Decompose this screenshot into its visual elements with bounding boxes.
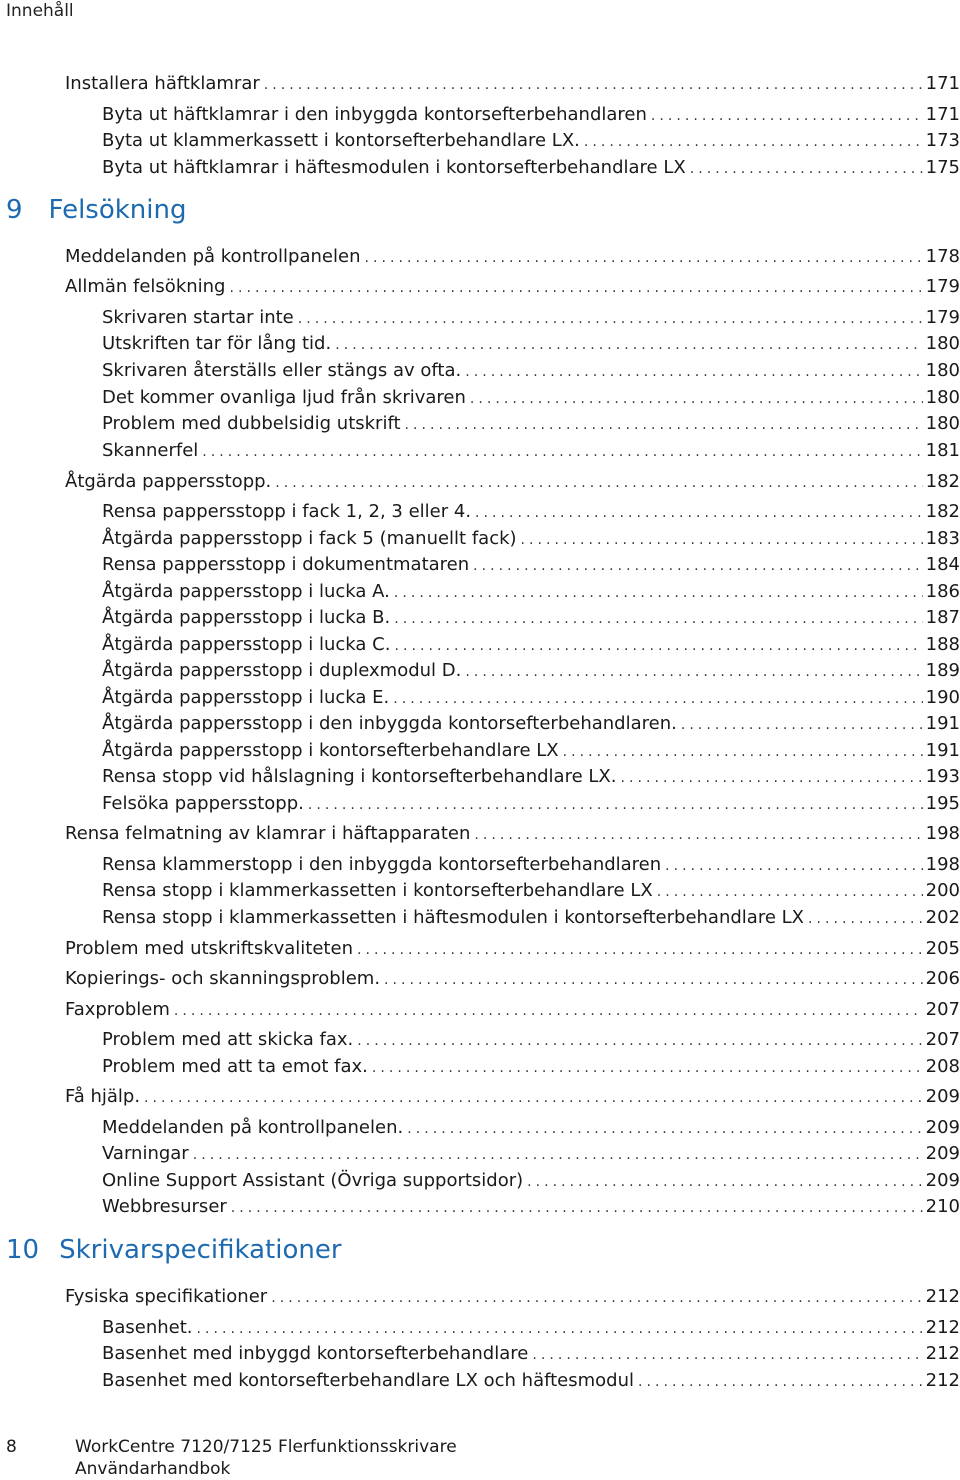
toc-entry[interactable] bbox=[102, 527, 960, 552]
toc-entry-title: Rensa stopp vid hålslagning i kontorsefterbehandlare LX. bbox=[102, 766, 617, 787]
toc-entry-title: Webbresurser bbox=[102, 1196, 227, 1217]
dot-leader bbox=[357, 938, 923, 962]
dot-leader bbox=[808, 907, 923, 931]
toc-entry[interactable] bbox=[102, 386, 960, 411]
chapter-heading-9[interactable] bbox=[6, 193, 187, 227]
dot-leader bbox=[474, 823, 922, 847]
toc-entry-page: 191 bbox=[925, 740, 960, 761]
toc-entry-title: Basenhet. bbox=[102, 1317, 193, 1338]
toc-entry[interactable] bbox=[65, 937, 960, 962]
toc-entry-page: 209 bbox=[925, 1170, 960, 1191]
toc-entry-page: 171 bbox=[925, 73, 960, 94]
toc-entry[interactable] bbox=[102, 686, 960, 711]
toc-entry[interactable] bbox=[102, 792, 960, 817]
dot-leader bbox=[657, 880, 923, 904]
toc-entry[interactable] bbox=[65, 72, 960, 97]
toc-entry[interactable] bbox=[102, 1369, 960, 1394]
toc-entry-title: Få hjälp. bbox=[65, 1086, 141, 1107]
dot-leader bbox=[470, 387, 923, 411]
dot-leader bbox=[638, 1370, 923, 1394]
toc-entry[interactable] bbox=[102, 1142, 960, 1167]
toc-entry-title: Rensa stopp i klammerkassetten i häftesmodulen i kontorsefterbehandlare LX bbox=[102, 907, 804, 928]
toc-entry-title: Skannerfel bbox=[102, 440, 199, 461]
dot-leader bbox=[357, 1029, 922, 1053]
dot-leader bbox=[174, 999, 923, 1023]
toc-entry-title: Åtgärda pappersstopp i den inbyggda kontorsefterbehandlaren. bbox=[102, 713, 677, 734]
toc-entry-title: Problem med att ta emot fax. bbox=[102, 1056, 368, 1077]
toc-entry[interactable] bbox=[102, 1055, 960, 1080]
toc-entry[interactable] bbox=[102, 659, 960, 684]
toc-entry-title: Problem med utskriftskvaliteten bbox=[65, 938, 353, 959]
toc-entry[interactable] bbox=[65, 998, 960, 1023]
toc-entry-title: Varningar bbox=[102, 1143, 189, 1164]
dot-leader bbox=[264, 73, 923, 97]
toc-entry-page: 205 bbox=[925, 938, 960, 959]
dot-leader bbox=[394, 634, 922, 658]
toc-entry-page: 173 bbox=[925, 130, 960, 151]
toc-entry-page: 195 bbox=[925, 793, 960, 814]
toc-entry-title: Det kommer ovanliga ljud från skrivaren bbox=[102, 387, 466, 408]
toc-entry-title: Allmän felsökning bbox=[65, 276, 226, 297]
dot-leader bbox=[473, 554, 922, 578]
dot-leader bbox=[197, 1317, 923, 1341]
toc-entry[interactable] bbox=[102, 156, 960, 181]
toc-entry-page: 183 bbox=[925, 528, 960, 549]
dot-leader bbox=[308, 793, 923, 817]
dot-leader bbox=[144, 1086, 923, 1110]
toc-entry-title: Problem med dubbelsidig utskrift bbox=[102, 413, 401, 434]
toc-entry-title: Problem med att skicka fax. bbox=[102, 1029, 354, 1050]
dot-leader bbox=[532, 1343, 922, 1367]
toc-entry-title: Rensa klammerstopp i den inbyggda kontorsefterbehandlaren bbox=[102, 854, 662, 875]
toc-entry-title: Åtgärda pappersstopp i fack 5 (manuellt fack) bbox=[102, 528, 517, 549]
dot-leader bbox=[384, 968, 923, 992]
toc-entry[interactable] bbox=[102, 633, 960, 658]
toc-entry-title: Byta ut häftklamrar i den inbyggda kontorsefterbehandlaren bbox=[102, 104, 647, 125]
dot-leader bbox=[394, 607, 922, 631]
guide-name: Användarhandbok bbox=[75, 1459, 231, 1479]
dot-leader bbox=[620, 766, 922, 790]
toc-entry-page: 209 bbox=[925, 1117, 960, 1138]
toc-entry-page: 209 bbox=[925, 1143, 960, 1164]
toc-entry-page: 207 bbox=[925, 999, 960, 1020]
toc-entry-title: Kopierings- och skanningsproblem. bbox=[65, 968, 381, 989]
toc-entry[interactable] bbox=[65, 967, 960, 992]
toc-entry-title: Online Support Assistant (Övriga supportsidor) bbox=[102, 1170, 524, 1191]
toc-entry-title: Rensa pappersstopp i fack 1, 2, 3 eller 4. bbox=[102, 501, 472, 522]
toc-entry-title: Byta ut häftklamrar i häftesmodulen i kontorsefterbehandlare LX bbox=[102, 157, 686, 178]
toc-entry-page: 212 bbox=[925, 1286, 960, 1307]
toc-entry-title: Åtgärda pappersstopp i lucka B. bbox=[102, 607, 391, 628]
toc-entry[interactable] bbox=[102, 879, 960, 904]
toc-entry[interactable] bbox=[102, 580, 960, 605]
toc-entry-title: Åtgärda pappersstopp i lucka C. bbox=[102, 634, 391, 655]
toc-entry-page: 188 bbox=[925, 634, 960, 655]
dot-leader bbox=[229, 276, 922, 300]
dot-leader bbox=[407, 1117, 922, 1141]
toc-entry[interactable] bbox=[102, 129, 960, 154]
dot-leader bbox=[193, 1143, 923, 1167]
toc-entry[interactable] bbox=[102, 553, 960, 578]
toc-entry-title: Meddelanden på kontrollpanelen. bbox=[102, 1117, 404, 1138]
dot-leader bbox=[681, 713, 923, 737]
toc-entry-page: 182 bbox=[925, 501, 960, 522]
toc-entry-page: 180 bbox=[925, 360, 960, 381]
toc-entry-title: Installera häftklamrar bbox=[65, 73, 260, 94]
toc-entry[interactable] bbox=[102, 332, 960, 357]
chapter-heading-10[interactable] bbox=[6, 1233, 342, 1267]
toc-entry-title: Faxproblem bbox=[65, 999, 170, 1020]
toc-entry[interactable] bbox=[102, 1028, 960, 1053]
toc-entry-page: 193 bbox=[925, 766, 960, 787]
toc-entry-page: 212 bbox=[925, 1343, 960, 1364]
toc-entry[interactable] bbox=[102, 1116, 960, 1141]
toc-entry-title: Åtgärda pappersstopp i lucka A. bbox=[102, 581, 390, 602]
toc-entry-title: Åtgärda pappersstopp i duplexmodul D. bbox=[102, 660, 462, 681]
toc-entry[interactable] bbox=[102, 712, 960, 737]
toc-entry[interactable] bbox=[102, 500, 960, 525]
chapter-title: Skrivarspecifikationer bbox=[59, 1235, 342, 1265]
toc-entry-page: 200 bbox=[925, 880, 960, 901]
toc-entry-page: 198 bbox=[925, 823, 960, 844]
dot-leader bbox=[563, 740, 923, 764]
running-header: Innehåll bbox=[6, 1, 74, 21]
toc-entry[interactable] bbox=[65, 1285, 960, 1310]
toc-entry[interactable] bbox=[102, 359, 960, 384]
toc-entry[interactable] bbox=[102, 765, 960, 790]
chapter-number: 10 bbox=[6, 1235, 40, 1265]
dot-leader bbox=[475, 501, 923, 525]
toc-entry[interactable] bbox=[102, 103, 960, 128]
dot-leader bbox=[394, 581, 923, 605]
toc-entry[interactable] bbox=[102, 1169, 960, 1194]
toc-entry[interactable] bbox=[102, 906, 960, 931]
toc-entry-title: Meddelanden på kontrollpanelen bbox=[65, 246, 361, 267]
chapter-number: 9 bbox=[6, 195, 23, 225]
dot-leader bbox=[690, 157, 923, 181]
toc-entry-page: 198 bbox=[925, 854, 960, 875]
toc-entry-page: 212 bbox=[925, 1370, 960, 1391]
toc-entry-title: Åtgärda pappersstopp. bbox=[65, 471, 272, 492]
toc-entry-page: 209 bbox=[925, 1086, 960, 1107]
dot-leader bbox=[231, 1196, 923, 1220]
toc-entry-page: 178 bbox=[925, 246, 960, 267]
dot-leader bbox=[527, 1170, 922, 1194]
toc-entry-title: Felsöka pappersstopp. bbox=[102, 793, 304, 814]
toc-entry[interactable] bbox=[65, 275, 960, 300]
toc-entry-page: 206 bbox=[925, 968, 960, 989]
toc-entry-page: 191 bbox=[925, 713, 960, 734]
dot-leader bbox=[521, 528, 923, 552]
toc-entry-page: 207 bbox=[925, 1029, 960, 1050]
toc-entry-page: 179 bbox=[925, 276, 960, 297]
toc-entry-page: 208 bbox=[925, 1056, 960, 1077]
toc-entry[interactable] bbox=[102, 306, 960, 331]
toc-entry-page: 180 bbox=[925, 387, 960, 408]
toc-entry[interactable] bbox=[65, 470, 960, 495]
page-number: 8 bbox=[6, 1437, 17, 1457]
dot-leader bbox=[584, 130, 923, 154]
toc-entry[interactable] bbox=[65, 1085, 960, 1110]
chapter-title: Felsökning bbox=[48, 195, 187, 225]
toc-entry[interactable] bbox=[102, 1342, 960, 1367]
toc-entry-page: 181 bbox=[925, 440, 960, 461]
toc-entry-page: 210 bbox=[925, 1196, 960, 1217]
toc-entry-page: 190 bbox=[925, 687, 960, 708]
dot-leader bbox=[275, 471, 922, 495]
toc-entry-title: Skrivaren startar inte bbox=[102, 307, 294, 328]
toc-entry[interactable] bbox=[102, 1195, 960, 1220]
toc-entry-title: Åtgärda pappersstopp i lucka E. bbox=[102, 687, 390, 708]
toc-entry-page: 171 bbox=[925, 104, 960, 125]
toc-entry-title: Byta ut klammerkassett i kontorsefterbehandlare LX. bbox=[102, 130, 580, 151]
toc-entry-title: Basenhet med kontorsefterbehandlare LX och häftesmodul bbox=[102, 1370, 635, 1391]
dot-leader bbox=[335, 333, 922, 357]
toc-entry-page: 180 bbox=[925, 333, 960, 354]
dot-leader bbox=[298, 307, 923, 331]
toc-entry-title: Fysiska specifikationer bbox=[65, 1286, 268, 1307]
toc-entry[interactable] bbox=[65, 245, 960, 270]
toc-entry-page: 182 bbox=[925, 471, 960, 492]
dot-leader bbox=[665, 854, 922, 878]
dot-leader bbox=[271, 1286, 922, 1310]
toc-entry-page: 184 bbox=[925, 554, 960, 575]
toc-entry[interactable] bbox=[102, 1316, 960, 1341]
dot-leader bbox=[465, 360, 922, 384]
dot-leader bbox=[393, 687, 922, 711]
toc-entry[interactable] bbox=[102, 853, 960, 878]
dot-leader bbox=[465, 660, 922, 684]
toc-entry-title: Rensa pappersstopp i dokumentmataren bbox=[102, 554, 470, 575]
dot-leader bbox=[372, 1056, 923, 1080]
toc-entry-page: 189 bbox=[925, 660, 960, 681]
toc-entry-title: Rensa felmatning av klamrar i häftapparaten bbox=[65, 823, 471, 844]
toc-entry-page: 179 bbox=[925, 307, 960, 328]
toc-entry-page: 186 bbox=[925, 581, 960, 602]
toc-entry[interactable] bbox=[102, 412, 960, 437]
toc-entry-page: 175 bbox=[925, 157, 960, 178]
toc-entry-title: Basenhet med inbyggd kontorsefterbehandlare bbox=[102, 1343, 529, 1364]
toc-entry-title: Åtgärda pappersstopp i kontorsefterbehandlare LX bbox=[102, 740, 559, 761]
toc-entry-title: Skrivaren återställs eller stängs av ofta. bbox=[102, 360, 462, 381]
dot-leader bbox=[364, 246, 922, 270]
product-name: WorkCentre 7120/7125 Flerfunktionsskrivare bbox=[75, 1437, 457, 1457]
toc-entry-title: Utskriften tar för lång tid. bbox=[102, 333, 332, 354]
dot-leader bbox=[405, 413, 923, 437]
toc-entry-page: 187 bbox=[925, 607, 960, 628]
toc-entry-page: 180 bbox=[925, 413, 960, 434]
toc-entry[interactable] bbox=[102, 739, 960, 764]
toc-entry[interactable] bbox=[102, 606, 960, 631]
toc-entry[interactable] bbox=[102, 439, 960, 464]
toc-entry-page: 202 bbox=[925, 907, 960, 928]
toc-entry-page: 212 bbox=[925, 1317, 960, 1338]
dot-leader bbox=[202, 440, 922, 464]
dot-leader bbox=[651, 104, 923, 128]
toc-entry-title: Rensa stopp i klammerkassetten i kontorsefterbehandlare LX bbox=[102, 880, 653, 901]
toc-entry[interactable] bbox=[65, 822, 960, 847]
